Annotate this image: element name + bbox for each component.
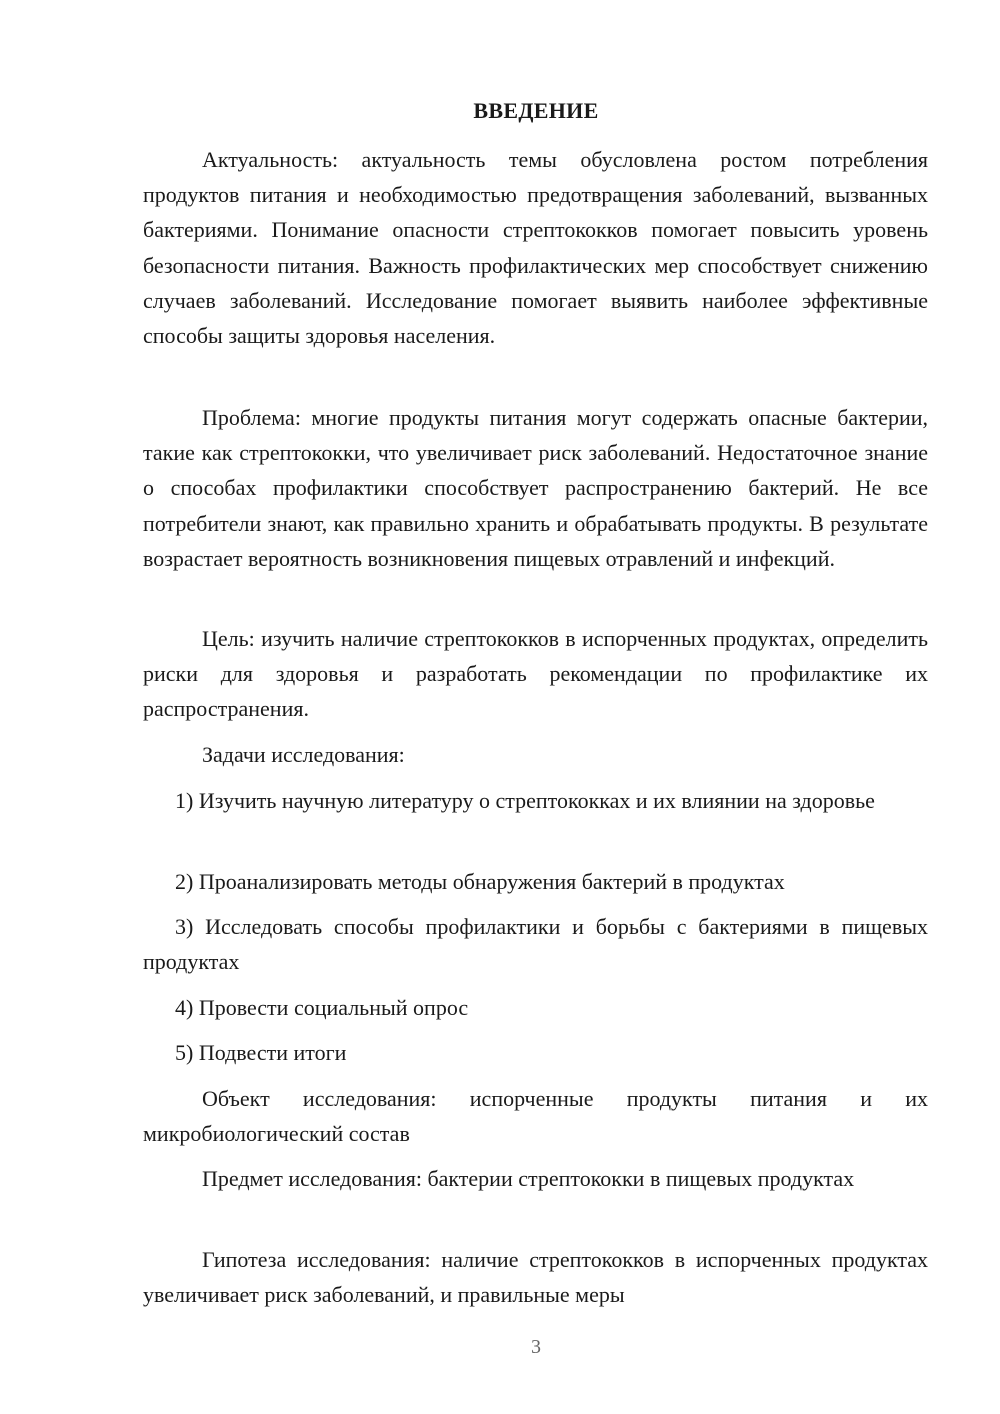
tasks-heading: Задачи исследования: xyxy=(202,742,405,767)
paragraph-hypothesis: Гипотеза исследования: наличие стрептококков в испорченных продуктах увеличивает риск заболеваний, и правильные меры xyxy=(143,1247,928,1308)
task-item-2: 2) Проанализировать методы обнаружения бактерий в продуктах xyxy=(175,869,785,894)
paragraph-relevance: Актуальность: актуальность темы обусловлена ростом потребления продуктов питания и необходимостью предотвращения заболеваний, вызванных бактериями. Понимание опасности стрептококков помогает повысить уровень безопасности питания. Важность профилактических мер способствует снижению случаев заболеваний. Исследование помогает выявить наиболее эффективные способы защиты здоровья населения. xyxy=(143,147,928,349)
page-number: 3 xyxy=(531,1336,541,1358)
task-item-5: 5) Подвести итоги xyxy=(175,1040,347,1065)
paragraph-object: Объект исследования: испорченные продукты питания и их микробиологический состав xyxy=(143,1086,928,1147)
page-title: ВВЕДЕНИЕ xyxy=(473,98,599,123)
paragraph-problem: Проблема: многие продукты питания могут содержать опасные бактерии, такие как стрептококки, что увеличивает риск заболеваний. Недостаточное знание о способах профилактики способствует распространению бактерий. Не все потребители знают, как правильно хранить и обрабатывать продукты. В результате возрастает вероятность возникновения пищевых отравлений и инфекций. xyxy=(143,405,928,571)
paragraph-subject: Предмет исследования: бактерии стрептококки в пищевых продуктах xyxy=(202,1166,855,1191)
task-item-1: 1) Изучить научную литературу о стрептококках и их влиянии на здоровье xyxy=(175,788,875,813)
task-item-4: 4) Провести социальный опрос xyxy=(175,995,469,1020)
task-item-3: 3) Исследовать способы профилактики и борьбы с бактериями в пищевых продуктах xyxy=(143,914,928,975)
paragraph-goal: Цель: изучить наличие стрептококков в испорченных продуктах, определить риски для здоровья и разработать рекомендации по профилактике их распространения. xyxy=(143,626,928,722)
